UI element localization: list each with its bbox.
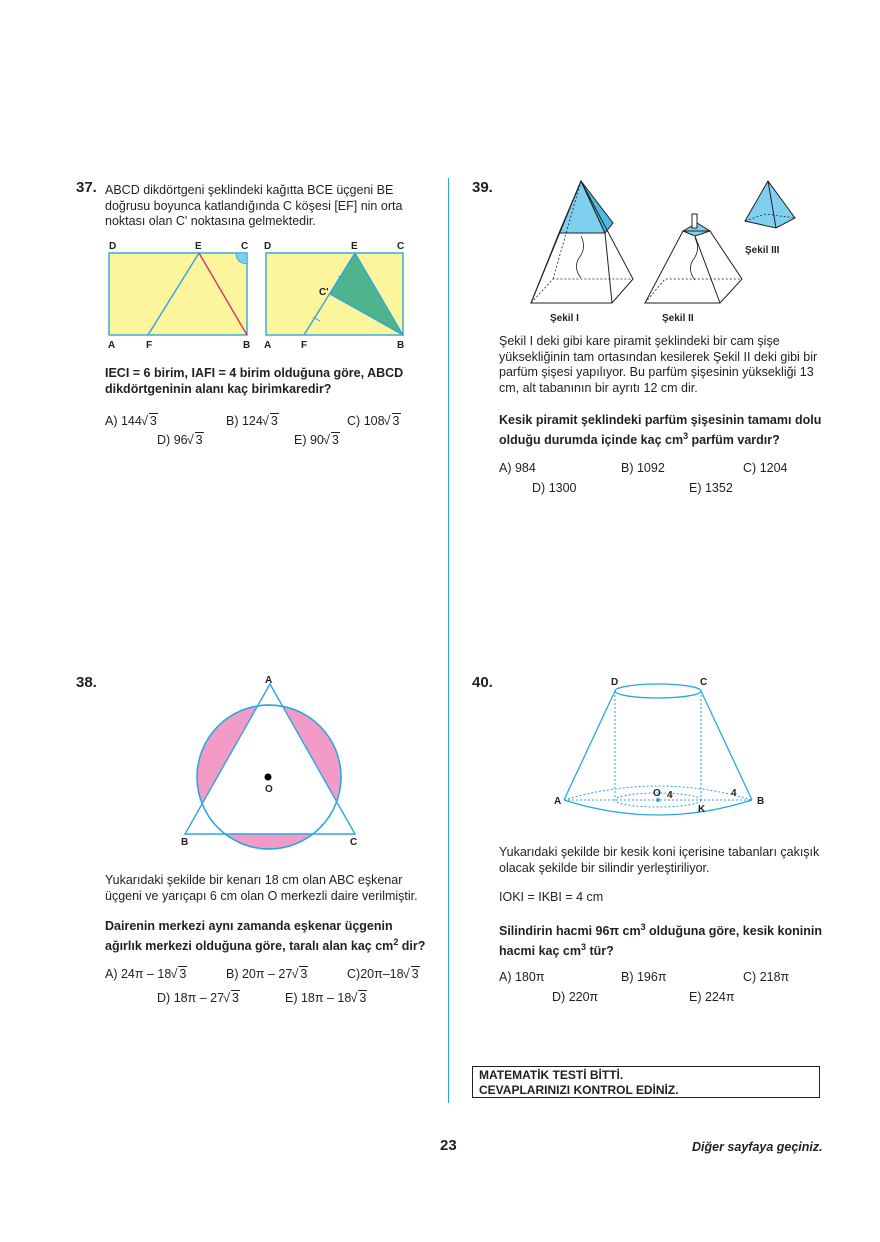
q40-option-b[interactable]: B) 196π	[621, 970, 667, 984]
q37-option-b[interactable]: B) 124√ 3	[226, 414, 279, 428]
q37-label-C2: C	[397, 241, 405, 252]
q38-option-b[interactable]: B) 20π – 27√ 3	[226, 967, 308, 981]
q37-label-B: B	[243, 340, 251, 351]
q37-label-A: A	[108, 340, 116, 351]
q37-number: 37.	[76, 179, 97, 196]
q38-option-c[interactable]: C)20π–18√ 3	[347, 967, 420, 981]
q37-option-d[interactable]: D) 96√ 3	[157, 433, 204, 447]
q40-label-O: O	[653, 788, 661, 799]
q40-text: Yukarıdaki şekilde bir kesik koni içerisine tabanları çakışık olacak şekilde bir silindir yerleştiriliyor.	[499, 845, 820, 875]
q40-option-a[interactable]: A) 180π	[499, 970, 545, 984]
q40-label-four2: 4	[731, 788, 737, 799]
q37-label-D2: D	[264, 241, 272, 252]
q39-question: Kesik piramit şeklindeki parfüm şişesinin tamamı dolu olduğu durumda içinde kaç $cm^3$ parfüm vardır?	[499, 413, 822, 447]
q37-label-E2: E	[351, 241, 358, 252]
q37-label-A2: A	[264, 340, 272, 351]
q37-text: ABCD dikdörtgeni şeklindeki kağıtta BCE üçgeni BE doğrusu boyunca katlandığında C köşesi [EF] nin orta noktası olan C' noktasına gelmektedir.	[105, 183, 403, 228]
q39-label-s3: Şekil III	[745, 245, 780, 256]
q39-fig3-pyramid	[745, 181, 795, 228]
q40-question: Silindirin hacmi 96π $cm^3$ olduğuna göre, kesik koninin hacmi kaç $cm^3$ tür?	[499, 922, 822, 958]
q40-top-ellipse	[615, 684, 701, 698]
q37-label-Cprime: C'	[319, 287, 329, 298]
q40-base-front	[564, 800, 752, 815]
q38-center-dot	[265, 774, 272, 781]
q38-question: Dairenin merkezi aynı zamanda eşkenar üçgenin ağırlık merkezi olduğuna göre, taralı alan kaç $cm^2$ dir?	[105, 919, 426, 953]
q38-label-B: B	[181, 837, 189, 848]
q40-number: 40.	[472, 674, 493, 691]
q40-option-c[interactable]: C) 218π	[743, 970, 790, 984]
q38-option-d[interactable]: D) 18π – 27√ 3	[157, 991, 240, 1005]
q40-label-B: B	[757, 796, 765, 807]
q38-option-e[interactable]: E) 18π – 18√ 3	[285, 991, 367, 1005]
q38-text: Yukarıdaki şekilde bir kenarı 18 cm olan ABC eşkenar üçgeni ve yarıçapı 6 cm olan O merkezli daire verilmiştir.	[105, 873, 418, 903]
q38-figure	[170, 672, 370, 852]
q39-number: 39.	[472, 179, 493, 196]
q38-option-a[interactable]: A) 24π – 18√ 3	[105, 967, 187, 981]
q38-number: 38.	[76, 674, 97, 691]
q37-figure	[100, 238, 420, 353]
q39-label-s2: Şekil II	[662, 313, 694, 324]
next-page-note: Diğer sayfaya geçiniz.	[692, 1140, 823, 1154]
q39-fig2-frustum	[645, 231, 742, 303]
q38-label-O: O	[265, 784, 273, 795]
q38-label-C: C	[350, 837, 358, 848]
q38-bottom-shade	[228, 834, 310, 847]
q37-option-a[interactable]: A) 144√ 3	[105, 414, 158, 428]
q40-given: IOKI = IKBI = 4 cm	[499, 890, 604, 904]
q40-label-four1: 4	[667, 790, 673, 801]
end-box-line1: MATEMATİK TESTİ BİTTİ.	[479, 1068, 624, 1082]
q40-option-e[interactable]: E) 224π	[689, 990, 735, 1004]
q37-given: IECI = 6 birim, IAFI = 4 birim olduğuna göre, ABCD dikdörtgeninin alanı kaç birimkaredir?	[105, 366, 404, 396]
q37-label-F2: F	[301, 340, 308, 351]
q40-label-A: A	[554, 796, 562, 807]
q39-option-c[interactable]: C) 1204	[743, 461, 788, 475]
end-box-line2: CEVAPLARINIZI KONTROL EDİNİZ.	[479, 1083, 679, 1097]
q40-label-K: K	[698, 804, 706, 815]
q39-figure	[525, 176, 795, 326]
q38-label-A: A	[265, 675, 273, 686]
q37-label-B2: B	[397, 340, 405, 351]
q40-figure	[552, 672, 772, 822]
q40-option-d[interactable]: D) 220π	[552, 990, 599, 1004]
q39-option-a[interactable]: A) 984	[499, 461, 536, 475]
test-end-box	[472, 1066, 820, 1098]
q39-option-e[interactable]: E) 1352	[689, 481, 733, 495]
q39-option-d[interactable]: D) 1300	[532, 481, 577, 495]
q39-text: Şekil I deki gibi kare piramit şeklindeki bir cam şişe yüksekliğinin tam ortasından kesilerek Şekil II deki gibi bir parfüm şişesi yapılıyor. Bu parfüm şişesinin yüksekliği 13 cm, alt tabanının bir ayrıtı 12 cm dir.	[499, 334, 818, 395]
q40-label-C: C	[700, 677, 708, 688]
column-divider	[448, 178, 449, 1103]
q37-rect-left	[109, 253, 247, 335]
q40-frustum-right	[701, 691, 752, 800]
q40-frustum-left	[564, 691, 615, 800]
q37-label-C: C	[241, 241, 249, 252]
page-number: 23	[440, 1137, 457, 1154]
q37-option-c[interactable]: C) 108√ 3	[347, 414, 401, 428]
q39-option-b[interactable]: B) 1092	[621, 461, 665, 475]
q37-option-e[interactable]: E) 90√ 3	[294, 433, 340, 447]
q37-label-F: F	[146, 340, 153, 351]
q39-label-s1: Şekil I	[550, 313, 579, 324]
q40-label-D: D	[611, 677, 619, 688]
q37-label-D: D	[109, 241, 117, 252]
q39-fig2-cap	[692, 214, 697, 228]
q37-label-E: E	[195, 241, 202, 252]
